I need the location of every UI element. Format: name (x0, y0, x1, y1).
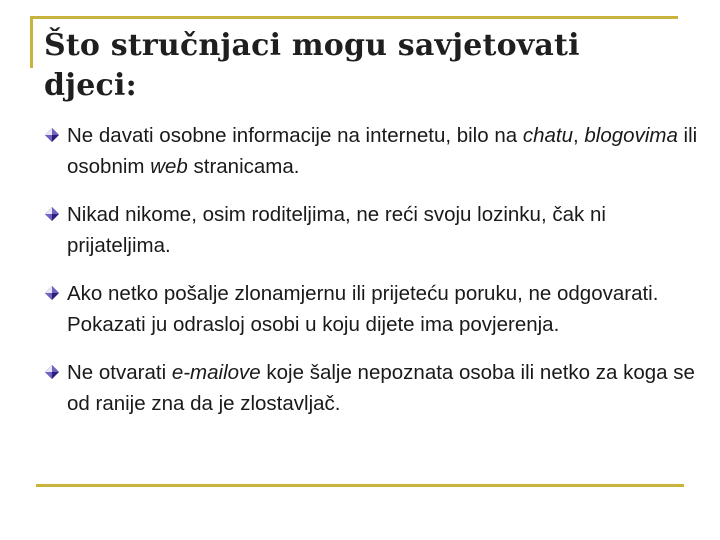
bullet-text (67, 282, 658, 336)
bullet-text-segment: Ako netko pošalje zlonamjernu ili prijeteću poruku, ne odgovarati. Pokazati ju odrasloj osobi u koju dijete ima povjerenja. (67, 282, 659, 336)
diamond-bullet-icon (45, 207, 59, 221)
bullet-item (44, 278, 704, 340)
diamond-bullet-icon (45, 365, 59, 379)
diamond-bullet-icon (45, 128, 59, 142)
bullet-text-segment: ili osobnim (67, 124, 698, 178)
bullet-item (44, 120, 704, 182)
bullet-text-segment: blogovima (584, 124, 678, 147)
slide-title: Što stručnjaci mogu savjetovati djeci: (44, 28, 580, 103)
diamond-bullet-icon (45, 286, 59, 300)
bullet-text-segment: Ne otvarati (67, 361, 172, 384)
bullet-text-segment: e-mailove (171, 361, 261, 384)
bullet-text (67, 203, 606, 257)
frame-bottom-line (36, 484, 684, 487)
bullet-text-segment: , (573, 124, 585, 147)
bullet-text-segment: stranicama. (187, 155, 300, 178)
bullet-text-segment: Ne davati osobne informacije na internetu, bilo na (67, 124, 523, 147)
bullet-list (44, 120, 704, 436)
bullet-text-segment: koje šalje nepoznata osoba ili netko za koga se od ranije zna da je zlostavljač. (67, 361, 695, 415)
bullet-text (67, 124, 697, 178)
bullet-item (44, 357, 704, 419)
bullet-text-segment: Nikad nikome, osim roditeljima, ne reći svoju lozinku, čak ni prijateljima. (67, 203, 606, 257)
bullet-text-segment: chatu (522, 124, 573, 147)
bullet-text (67, 361, 695, 415)
frame-top-line (30, 16, 678, 19)
bullet-item (44, 199, 704, 261)
bullet-text-segment: web (150, 155, 188, 178)
frame-left-line (30, 16, 33, 68)
